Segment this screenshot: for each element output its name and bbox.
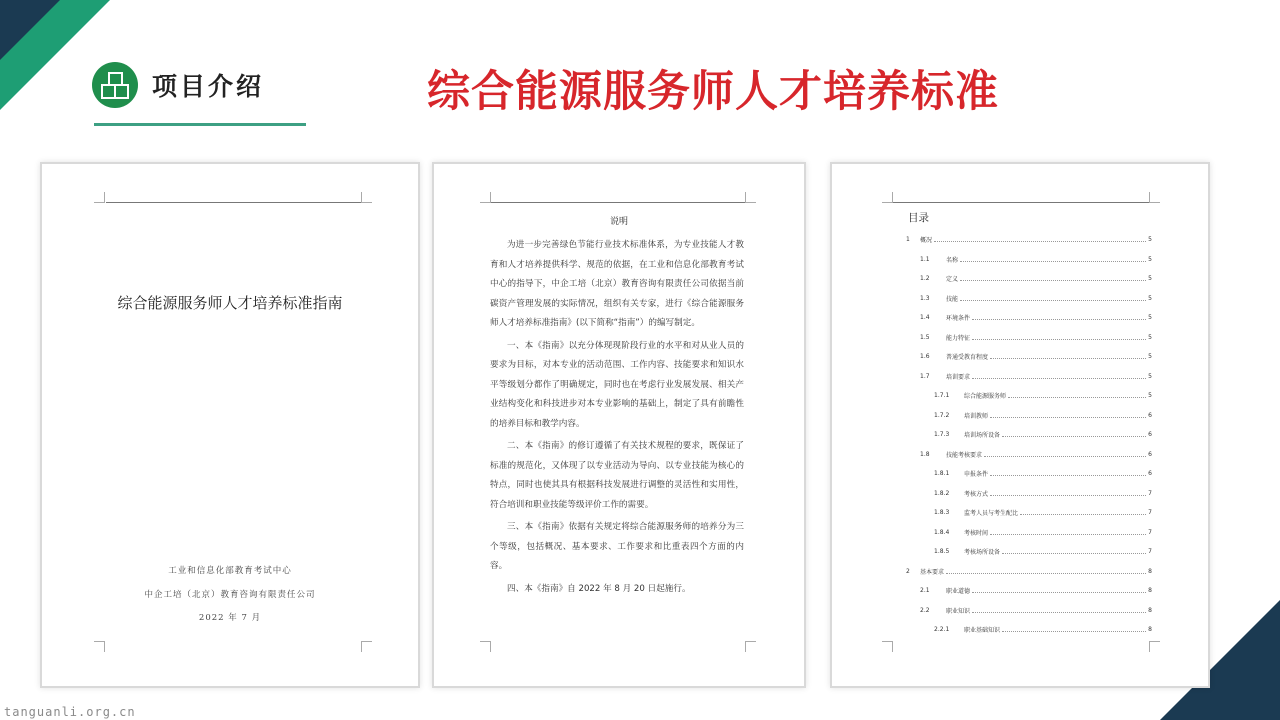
toc-entry-label: 技能考核要求 bbox=[946, 451, 983, 459]
toc-entry-number: 2.2 bbox=[920, 606, 930, 614]
toc-entry-number: 1.8.1 bbox=[934, 470, 950, 478]
toc-entry[interactable] bbox=[906, 250, 1152, 270]
toc-leader-dots bbox=[1002, 549, 1146, 554]
toc-entry-label: 培训要求 bbox=[946, 373, 971, 381]
toc-leader-dots bbox=[960, 296, 1146, 301]
toc-entry-number: 2 bbox=[906, 567, 910, 575]
toc-entry-number: 1.8 bbox=[920, 450, 930, 458]
toc-entry-page: 6 bbox=[1148, 450, 1152, 458]
toc-entry-page: 8 bbox=[1148, 606, 1152, 614]
crop-mark bbox=[480, 641, 491, 652]
toc-entry-label: 普通受教育程度 bbox=[946, 354, 989, 362]
crop-mark bbox=[1149, 192, 1160, 203]
blocks-icon bbox=[92, 62, 138, 108]
crop-mark bbox=[361, 641, 372, 652]
toc-leader-dots bbox=[990, 354, 1146, 359]
toc-entry-number: 1.8.2 bbox=[934, 489, 950, 497]
crop-mark bbox=[882, 641, 893, 652]
toc-entry[interactable] bbox=[906, 581, 1152, 601]
toc-entry[interactable] bbox=[906, 523, 1152, 543]
toc-entry-page: 7 bbox=[1148, 528, 1152, 536]
toc-entry-page: 5 bbox=[1148, 372, 1152, 380]
crop-mark bbox=[1149, 641, 1160, 652]
toc-leader-dots bbox=[972, 315, 1146, 320]
toc-entry-label: 监考人员与考生配比 bbox=[964, 510, 1019, 518]
toc-entry[interactable] bbox=[906, 289, 1152, 309]
toc-entry-page: 5 bbox=[1148, 294, 1152, 302]
toc-entry-label: 培训场所设备 bbox=[964, 432, 1001, 440]
section-header bbox=[92, 62, 264, 108]
toc-entry-label: 综合能源服务师 bbox=[964, 393, 1007, 401]
toc-entry-label: 技能 bbox=[946, 295, 959, 303]
corner-decoration-navy bbox=[0, 0, 60, 60]
toc-leader-dots bbox=[1002, 432, 1146, 437]
toc-entry-number: 1.7.1 bbox=[934, 392, 950, 400]
crop-mark bbox=[745, 641, 756, 652]
toc-entry-label: 概况 bbox=[920, 237, 933, 245]
toc-leader-dots bbox=[960, 257, 1146, 262]
crop-mark bbox=[745, 192, 756, 203]
toc-entry-page: 8 bbox=[1148, 626, 1152, 634]
toc-leader-dots bbox=[972, 588, 1146, 593]
organization-name: 工业和信息化部教育考试中心 bbox=[168, 566, 292, 576]
toc-leader-dots bbox=[934, 237, 1146, 242]
toc-entry-number: 2.2.1 bbox=[934, 626, 950, 634]
toc-entry-page: 5 bbox=[1148, 392, 1152, 400]
toc-entry-page: 6 bbox=[1148, 470, 1152, 478]
toc-leader-dots bbox=[990, 471, 1146, 476]
toc-entry-label: 培训教师 bbox=[964, 412, 989, 420]
toc-leader-dots bbox=[972, 374, 1146, 379]
toc-entry-page: 5 bbox=[1148, 353, 1152, 361]
toc-entry-number: 1.4 bbox=[920, 314, 930, 322]
toc-leader-dots bbox=[972, 335, 1146, 340]
toc-leader-dots bbox=[984, 452, 1146, 457]
toc-entry-label: 职业基础知识 bbox=[964, 627, 1001, 635]
toc-entry-number: 1.8.5 bbox=[934, 548, 950, 556]
toc-entry[interactable] bbox=[906, 464, 1152, 484]
toc-entry-number: 1 bbox=[906, 236, 910, 244]
toc-entry[interactable] bbox=[906, 425, 1152, 445]
header-rule bbox=[106, 202, 362, 203]
toc-entry-label: 考核方式 bbox=[964, 490, 989, 498]
crop-mark bbox=[882, 192, 893, 203]
toc-entry-label: 基本要求 bbox=[920, 568, 945, 576]
toc-entry[interactable] bbox=[906, 445, 1152, 465]
toc-entry-number: 1.7 bbox=[920, 372, 930, 380]
toc-list bbox=[906, 230, 1152, 640]
toc-leader-dots bbox=[960, 276, 1146, 281]
toc-leader-dots bbox=[972, 608, 1146, 613]
header-rule bbox=[490, 202, 746, 203]
toc-entry-number: 1.8.4 bbox=[934, 528, 950, 536]
toc-entry-label: 考核时间 bbox=[964, 529, 989, 537]
toc-entry-number: 1.5 bbox=[920, 333, 930, 341]
organization-name: 中企工培（北京）教育咨询有限责任公司 bbox=[144, 590, 316, 600]
toc-entry-page: 7 bbox=[1148, 489, 1152, 497]
toc-entry-label: 能力特征 bbox=[946, 334, 971, 342]
toc-entry[interactable] bbox=[906, 542, 1152, 562]
crop-mark bbox=[94, 641, 105, 652]
toc-leader-dots bbox=[990, 530, 1146, 535]
toc-entry[interactable] bbox=[906, 406, 1152, 426]
toc-entry-page: 5 bbox=[1148, 255, 1152, 263]
toc-title: 目录 bbox=[908, 212, 929, 224]
explanation-body bbox=[490, 236, 744, 602]
toc-leader-dots bbox=[990, 491, 1146, 496]
toc-entry-page: 5 bbox=[1148, 236, 1152, 244]
toc-entry-number: 1.2 bbox=[920, 275, 930, 283]
toc-leader-dots bbox=[1002, 627, 1146, 632]
toc-entry-number: 1.3 bbox=[920, 294, 930, 302]
explanation-page bbox=[432, 162, 806, 688]
toc-leader-dots bbox=[1020, 510, 1146, 515]
toc-entry-label: 申报条件 bbox=[964, 471, 989, 479]
toc-entry-label: 定义 bbox=[946, 276, 959, 284]
document-date: 2022 年 7 月 bbox=[198, 613, 262, 623]
toc-entry-page: 5 bbox=[1148, 333, 1152, 341]
toc-entry-label: 职业知识 bbox=[946, 607, 971, 615]
paragraph: 四、本《指南》自 2022 年 8 月 20 日起施行。 bbox=[507, 583, 691, 594]
toc-entry-page: 6 bbox=[1148, 431, 1152, 439]
toc-entry[interactable] bbox=[906, 620, 1152, 640]
toc-leader-dots bbox=[1008, 393, 1146, 398]
toc-entry-label: 名称 bbox=[946, 256, 959, 264]
paragraph: 二、本《指南》的修订遵循了有关技术规程的要求，既保证了标准的规范化，又体现了以专业活动为导向、以专业技能为核心的特点，同时也使其具有根据科技发展进行调整的灵活性和实用性，符合培训和职业技能等级评价工作的需要。 bbox=[490, 441, 744, 510]
toc-entry[interactable] bbox=[906, 484, 1152, 504]
toc-entry-page: 8 bbox=[1148, 567, 1152, 575]
toc-page bbox=[830, 162, 1210, 688]
page-title: 综合能源服务师人才培养标准 bbox=[427, 67, 999, 117]
toc-entry-number: 1.8.3 bbox=[934, 509, 950, 517]
toc-entry-page: 8 bbox=[1148, 587, 1152, 595]
toc-entry-number: 1.7.3 bbox=[934, 431, 950, 439]
explanation-title: 说明 bbox=[609, 217, 628, 227]
crop-mark bbox=[361, 192, 372, 203]
document-title: 综合能源服务师人才培养标准指南 bbox=[117, 294, 343, 312]
toc-entry[interactable] bbox=[906, 386, 1152, 406]
toc-entry-number: 1.6 bbox=[920, 353, 930, 361]
toc-entry-label: 职业道德 bbox=[946, 588, 971, 596]
toc-entry-number: 1.7.2 bbox=[934, 411, 950, 419]
toc-entry-number: 2.1 bbox=[920, 587, 930, 595]
toc-entry[interactable] bbox=[906, 230, 1152, 250]
toc-entry[interactable] bbox=[906, 601, 1152, 621]
crop-mark bbox=[94, 192, 105, 203]
toc-entry-page: 7 bbox=[1148, 509, 1152, 517]
toc-entry-label: 考核场所设备 bbox=[964, 549, 1001, 557]
toc-entry[interactable] bbox=[906, 328, 1152, 348]
paragraph: 三、本《指南》依据有关规定将综合能源服务师的培养分为三个等级，包括概况、基本要求、工作要求和比重表四个方面的内容。 bbox=[490, 522, 744, 571]
crop-mark bbox=[480, 192, 491, 203]
toc-entry-page: 5 bbox=[1148, 314, 1152, 322]
paragraph: 一、本《指南》以充分体现现阶段行业的水平和对从业人员的要求为目标，对本专业的活动范围、工作内容、技能要求和知识水平等级划分都作了明确规定，同时也在考虑行业发展发展、相关产业结构变化和科技进步对本专业影响的基础上，制定了具有前瞻性的培养目标和教学内容。 bbox=[490, 340, 744, 429]
toc-entry[interactable] bbox=[906, 503, 1152, 523]
toc-leader-dots bbox=[990, 413, 1146, 418]
watermark: tanguanli.org.cn bbox=[4, 705, 136, 719]
toc-entry[interactable] bbox=[906, 562, 1152, 582]
toc-entry-label: 环境条件 bbox=[946, 315, 971, 323]
cover-page bbox=[40, 162, 420, 688]
toc-entry-page: 7 bbox=[1148, 548, 1152, 556]
toc-entry[interactable] bbox=[906, 367, 1152, 387]
toc-entry-number: 1.1 bbox=[920, 255, 930, 263]
toc-entry[interactable] bbox=[906, 308, 1152, 328]
section-underline bbox=[94, 123, 306, 126]
toc-entry[interactable] bbox=[906, 347, 1152, 367]
toc-entry-page: 5 bbox=[1148, 275, 1152, 283]
toc-entry-page: 6 bbox=[1148, 411, 1152, 419]
paragraph: 为进一步完善绿色节能行业技术标准体系，为专业技能人才教育和人才培养提供科学、规范的依据，在工业和信息化部教育考试中心的指导下，中企工培（北京）教育咨询有限责任公司依据当前碳资产管理发展的实际情况，组织有关专家，进行《综合能源服务师人才培养标准指南》(以下简称“指南”）的编写制定。 bbox=[490, 240, 744, 328]
section-label: 项目介绍 bbox=[152, 72, 265, 101]
toc-entry[interactable] bbox=[906, 269, 1152, 289]
toc-leader-dots bbox=[946, 569, 1146, 574]
header-rule bbox=[892, 202, 1150, 203]
